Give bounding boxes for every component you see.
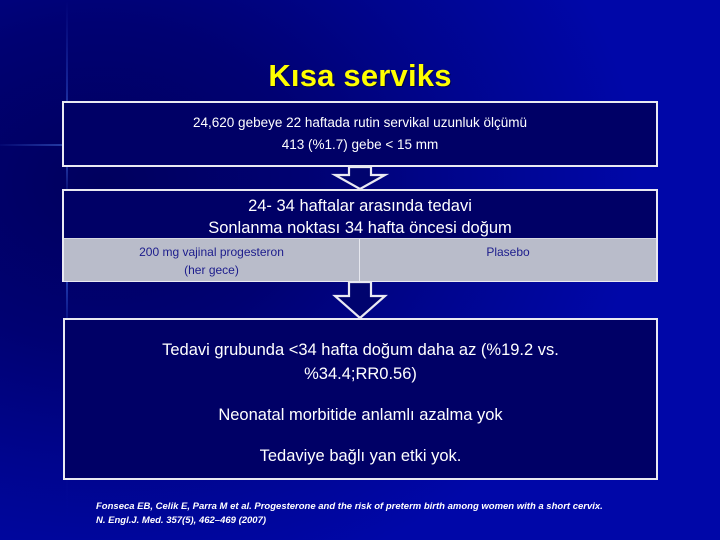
results-box	[63, 318, 658, 480]
results-line-2: %34.4;RR0.56)	[304, 365, 417, 383]
screening-line-1: 24,620 gebeye 22 haftada rutin servikal uzunluk ölçümü	[193, 115, 527, 130]
arm-progesterone-line-2: (her gece)	[184, 263, 239, 277]
treatment-arm-placebo	[360, 239, 656, 281]
treatment-header	[64, 191, 656, 238]
slide-title: Kısa serviks	[268, 58, 452, 93]
arm-progesterone-line-1: 200 mg vajinal progesteron	[139, 245, 284, 259]
citation-line-2: N. Engl.J. Med. 357(5), 462–469 (2007)	[96, 515, 267, 526]
results-line-3: Neonatal morbitide anlamlı azalma yok	[218, 406, 503, 424]
arm-placebo-line-1: Plasebo	[486, 245, 530, 259]
treatment-arms-row	[64, 238, 656, 281]
citation	[96, 500, 714, 528]
results-line-4: Tedaviye bağlı yan etki yok.	[259, 447, 462, 465]
screening-box	[62, 101, 658, 167]
treatment-header-line-2: Sonlanma noktası 34 hafta öncesi doğum	[208, 219, 512, 237]
treatment-box	[62, 189, 658, 282]
treatment-header-line-1: 24- 34 haftalar arasında tedavi	[248, 197, 472, 215]
citation-line-1: Fonseca EB, Celik E, Parra M et al. Progesterone and the risk of preterm birth among women with a short cervix.	[96, 501, 603, 512]
results-line-1: Tedavi grubunda <34 hafta doğum daha az (%19.2 vs.	[162, 341, 559, 359]
down-arrow-icon-top	[328, 166, 392, 190]
down-arrow-icon-bottom	[328, 281, 392, 319]
treatment-arm-progesterone	[64, 239, 360, 281]
screening-line-2: 413 (%1.7) gebe < 15 mm	[281, 137, 439, 152]
